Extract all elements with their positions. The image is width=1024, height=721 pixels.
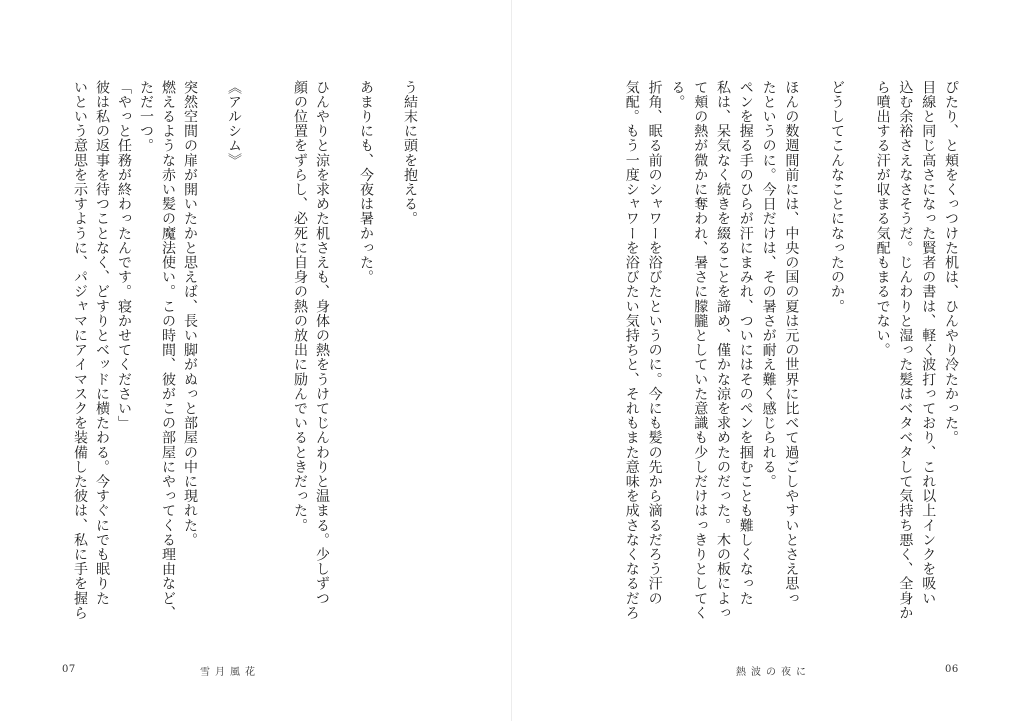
left-folio: 07 xyxy=(62,664,76,675)
right-folio: 06 xyxy=(945,664,959,675)
text-line xyxy=(245,80,267,640)
text-line: ほんの数週間前には、中央の国の夏は元の世界に比べて過ごしやすいとさえ思っ xyxy=(783,80,800,606)
text-line: あまりにも、今夜は暑かった。 xyxy=(358,80,374,285)
text-line: たというのに。今日だけは、その暑さが耐え難く感じられる。 xyxy=(760,80,777,489)
text-line: ぴたり、と頬をくっつけた机は、ひんやり冷たかった。 xyxy=(943,80,959,445)
text-line: 気配。もう一度シャワーを浴びたい気持ちと、それもまた意味を成さなくなるだろ xyxy=(623,80,640,621)
text-line: て頬の熱が微かに奪われ、暑さに朦朧としていた意識も少しだけはっきりとしてく xyxy=(692,80,709,621)
text-line: 込む余裕さえなさそうだ。じんわりと湿った髪はベタベタして気持ち悪く、全身か xyxy=(897,80,914,621)
text-line: 折角、眠る前のシャワーを浴びたというのに。今にも髪の先から滴るだろう汗の xyxy=(646,80,663,606)
text-line xyxy=(377,80,399,640)
text-line: る。 xyxy=(669,80,686,110)
text-line: 目線と同じ高さになった賢者の書は、軽く波打っており、これ以上インクを吸い xyxy=(920,80,937,606)
text-line: 彼は私の返事を待つことなく、どすりとベッドに横たわる。今すぐにでも眠りた xyxy=(94,80,110,606)
text-line: ら噴出する汗が収まる気配もまるでない。 xyxy=(874,80,891,358)
text-line: ただ一つ。 xyxy=(138,80,154,153)
text-line: 「やっと任務が終わったんです。寝かせてください」 xyxy=(116,80,132,431)
text-line: いという意思を示すように、パジャマにアイマスクを装備した彼は、私に手を握ら xyxy=(72,80,88,621)
text-line: どうしてこんなことになったのか。 xyxy=(829,80,845,314)
text-line xyxy=(201,80,223,640)
left-running-head: 雪月風花 xyxy=(200,667,260,678)
right-running-head: 熱波の夜に xyxy=(736,667,811,678)
text-line: 顔の位置をずらし、必死に自身の熱の放出に励んでいるときだった。 xyxy=(292,80,308,533)
text-line: ペンを握る手のひらが汗にまみれ、ついにはそのペンを掴むことも難しくなった xyxy=(737,80,754,606)
right-page xyxy=(512,0,1024,721)
text-line: ひんやりと涼を求めた机さえも、身体の熱をうけてじんわりと温まる。少しずつ xyxy=(314,80,330,606)
text-line: 《アルシム》 xyxy=(226,80,242,168)
text-line xyxy=(849,80,871,640)
text-line xyxy=(803,80,825,640)
text-line xyxy=(333,80,355,640)
text-line xyxy=(267,80,289,640)
text-line: 燃えるような赤い髪の魔法使い。この時間、彼がこの部屋にやってくる理由など、 xyxy=(160,80,176,621)
text-line: う結末に頭を抱える。 xyxy=(402,80,418,226)
text-line: 私は、呆気なく続きを綴ることを諦め、僅かな涼を求めたのだった。木の板によっ xyxy=(715,80,731,621)
text-line: 突然空間の扉が開いたかと思えば、長い脚がぬっと部屋の中に現れた。 xyxy=(182,80,198,548)
